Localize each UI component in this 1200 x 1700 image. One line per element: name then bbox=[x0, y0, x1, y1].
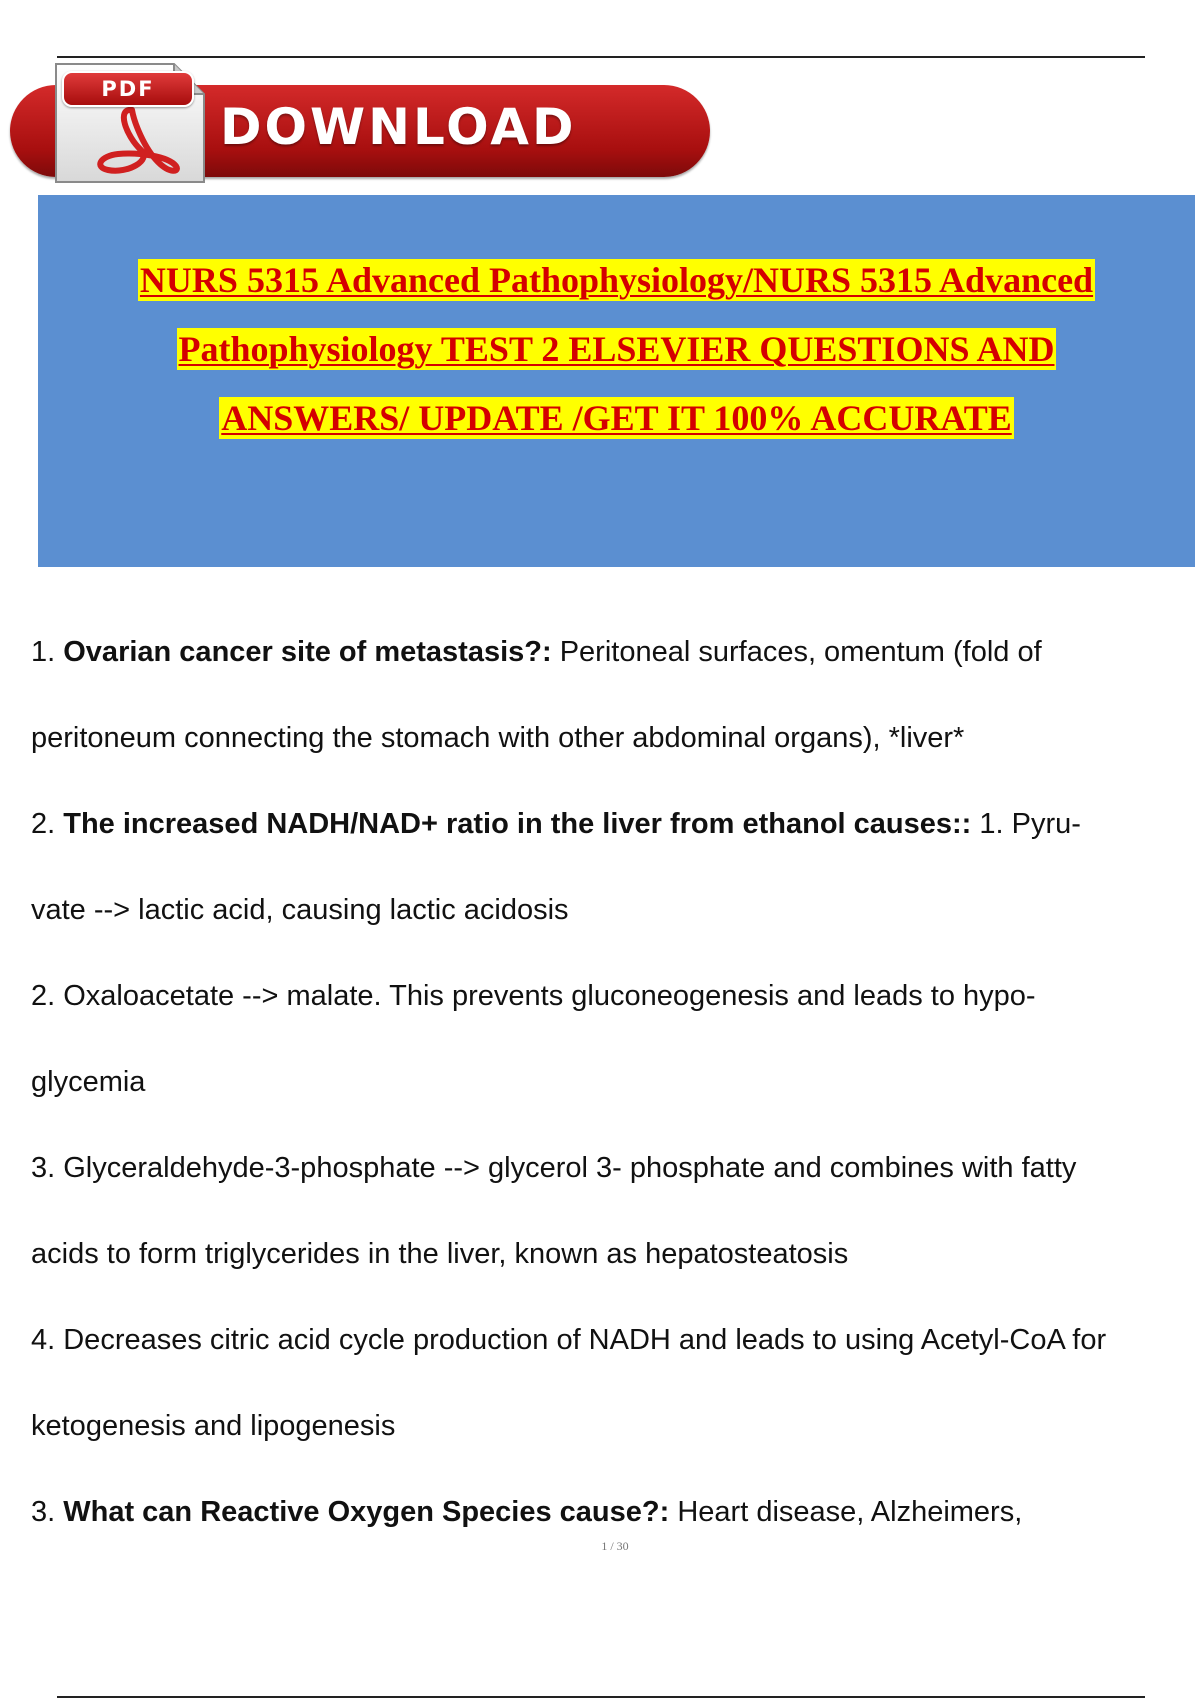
pdf-label: PDF bbox=[62, 71, 194, 107]
question-3-line bbox=[31, 1482, 1171, 1568]
answer-2-start: 1. Pyru- bbox=[979, 808, 1081, 840]
answer-2-line: vate --> lactic acid, causing lactic acidosis bbox=[31, 894, 569, 926]
answer-2-line: glycemia bbox=[31, 1066, 146, 1098]
pdf-download-banner[interactable] bbox=[10, 58, 710, 188]
document-title bbox=[38, 259, 1195, 466]
answer-2-line: 3. Glyceraldehyde-3-phosphate --> glycerol 3- phosphate and combines with fatty bbox=[31, 1152, 1077, 1184]
answer-2-line: 2. Oxaloacetate --> malate. This prevents gluconeogenesis and leads to hypo- bbox=[31, 980, 1036, 1012]
download-label[interactable]: DOWNLOAD bbox=[220, 98, 577, 156]
title-box bbox=[38, 195, 1195, 567]
question-1-text: Ovarian cancer site of metastasis?: bbox=[63, 636, 552, 668]
pdf-file-icon bbox=[46, 58, 211, 186]
page-indicator: 1 / 30 bbox=[601, 1539, 629, 1553]
question-1-line bbox=[31, 622, 1171, 708]
answer-2-line: acids to form triglycerides in the liver, known as hepatosteatosis bbox=[31, 1238, 849, 1270]
answer-2-line: 4. Decreases citric acid cycle production of NADH and leads to using Acetyl-CoA for bbox=[31, 1324, 1107, 1356]
question-3-text: What can Reactive Oxygen Species cause?: bbox=[63, 1496, 670, 1528]
question-2-line bbox=[31, 794, 1171, 880]
title-line-2: Pathophysiology TEST 2 ELSEVIER QUESTIONS AND bbox=[178, 329, 1055, 369]
bottom-rule bbox=[57, 1696, 1145, 1698]
answer-1-start: Peritoneal surfaces, omentum (fold of bbox=[559, 636, 1042, 668]
document-body bbox=[31, 622, 1171, 1568]
question-1-number: 1. bbox=[31, 636, 56, 668]
title-line-1: NURS 5315 Advanced Pathophysiology/NURS 5315 Advanced bbox=[139, 260, 1094, 300]
question-2-number: 2. bbox=[31, 808, 56, 840]
answer-3-start: Heart disease, Alzheimers, bbox=[677, 1496, 1023, 1528]
title-line-3: ANSWERS/ UPDATE /GET IT 100% ACCURATE bbox=[221, 398, 1012, 438]
question-3-number: 3. bbox=[31, 1496, 56, 1528]
answer-2-line: ketogenesis and lipogenesis bbox=[31, 1410, 396, 1442]
question-2-text: The increased NADH/NAD+ ratio in the liver from ethanol causes:: bbox=[63, 808, 972, 840]
answer-1-continuation: peritoneum connecting the stomach with other abdominal organs), *liver* bbox=[31, 722, 965, 754]
